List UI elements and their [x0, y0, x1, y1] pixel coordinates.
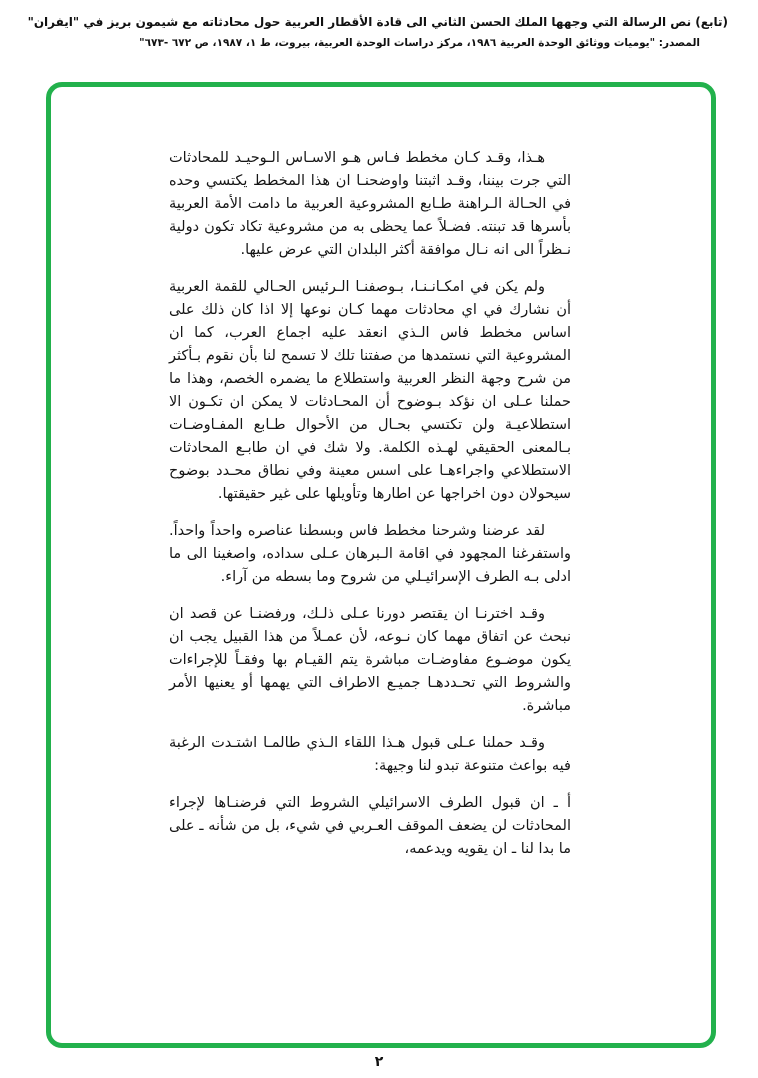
paragraph: أ ـ ان قبول الطرف الاسرائيلي الشروط التي فرضنـاها لإجراء المحادثات لن يضعف الموقف العـربي في شيء، بل من شأنه ـ على ما بدا لنا ـ ان يقويه ويدعمه، — [169, 795, 571, 857]
paragraph: وقـد اخترنـا ان يقتصر دورنا عـلى ذلـك، ورفضنـا عن قصد ان نبحث عن اتفاق مهما كان نـوعه، لأن عمـلاً من هذا القبيل يجب ان يكون موضـوع مفاوضـات مباشرة يتم القيـام بها وفقـاً للإجراءات والشروط التي تحـددهـا جميـع الاطراف التي يهمها أو يعنيها الأمر مباشرة. — [169, 606, 571, 714]
paragraph: لقد عرضنا وشرحنا مخطط فاس وبسطنا عناصره واحداً واحداً. واستفرغنا المجهود في اقامة الـبرهان عـلى سداده، واصغينا الى ما ادلى بـه الطرف الإسرائيـلي من شروح وما بسطه من آراء. — [169, 523, 571, 585]
document-frame — [46, 82, 716, 1048]
paragraph: وقـد حملنا عـلى قبول هـذا اللقاء الـذي طالمـا اشتـدت الرغبة فيه بواعث متنوعة تبدو لنا وجيهة: — [169, 735, 571, 774]
document-header — [27, 12, 728, 52]
paragraph: هـذا، وقـد كـان مخطط فـاس هـو الاسـاس الـوحيـد للمحادثات التي جرت بيننا، وقـد اثبتنا واوضحنـا ان هذا المخطط يكتسي وحده في الحـالة الـراهنة طـابع المشروعية العربية ما دامت الأمة العربية بأسرها قد تبنته. فضـلاً عما يحظى به من مشروعية تكاد تكون دولية نـظراً الى انه نـال موافقة أكثر البلدان التي عرض عليها. — [169, 150, 571, 258]
paragraph: ولم يكن في امكـانـنـا، بـوصفنـا الـرئيس الحـالي للقمة العربية أن نشارك في اي محادثات مهما كـان نوعها إلا اذا كان ذلك على اساس مخطط فاس الـذي انعقد عليه اجماع العرب، كما ان المشروعية التي نستمدها من صفتنا تلك لا تسمح لنا بأن نقوم بـأكثر من شرح وجهة النظر العربية واستطلاع ما يضمره الخصم، وهذا ما حملنا عـلى ان نؤكد بـوضوح أن المحـادثات لا يمكن ان تكـون الا استطلاعيـة ولن تكتسي بحـال من الأحوال طـابع المفـاوضـات بـالمعنى الحقيقي لهـذه الكلمة. ولا شك في ان طابـع المحادثات الاستطلاعي واجراءهـا على اسس معينة وفي نطاق محـدد بوضوح سيحولان دون اخراجها عن اطارها وتأويلها على غير حقيقتها. — [169, 279, 571, 502]
header-source: المصدر: "يوميات ووثائق الوحدة العربية ١٩٨٦، مركز دراسات الوحدة العربية، بيروت، ط ١، ١٩٨٧، ص ٦٧٢ -٦٧٣" — [139, 36, 700, 49]
document-body — [51, 87, 711, 1043]
header-title: (تابع) نص الرسالة التي وجهها الملك الحسن الثاني الى قادة الأقطار العربية حول محادثاته مع شيمون بريز في "ايفران" — [27, 15, 728, 29]
page-number: ٢ — [374, 1054, 384, 1070]
